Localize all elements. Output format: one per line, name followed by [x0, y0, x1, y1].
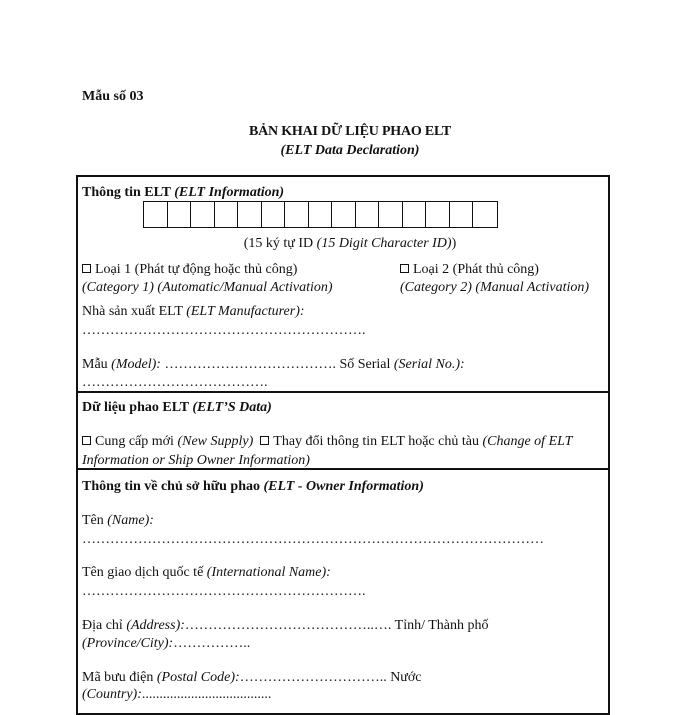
change-info-en-b: Information or Ship Owner Information) [82, 453, 310, 468]
elt-data-heading-vi: Dữ liệu phao ELT [82, 400, 193, 415]
name-vi: Tên [82, 513, 108, 528]
id-character-cell[interactable] [262, 202, 286, 227]
document-subtitle: (ELT Data Declaration) [280, 143, 420, 158]
category2-english: (Category 2) (Manual Activation) [400, 280, 590, 295]
postal-en: (Postal Code): [156, 670, 240, 685]
country-field[interactable]: ..................................... [141, 687, 272, 702]
model-en: (Model): [111, 357, 161, 372]
name-en: (Name): [107, 513, 154, 528]
country-vi: Nước [390, 670, 422, 685]
serial-en: (Serial No.): [393, 357, 465, 372]
elt-id-input-grid[interactable] [143, 201, 498, 228]
province-field[interactable]: …………….. [173, 636, 251, 651]
intl-name-vi: Tên giao dịch quốc tế [82, 565, 207, 580]
id-caption-close: ) [451, 236, 457, 251]
model-vi: Mẫu [82, 357, 112, 372]
postal-field[interactable]: ………………………….. [239, 670, 391, 685]
intl-name-en: (International Name): [206, 565, 331, 580]
province-en: (Province/City): [82, 636, 174, 651]
id-caption [0, 235, 700, 253]
elt-info-heading [82, 184, 284, 202]
id-character-cell[interactable] [238, 202, 262, 227]
province-line [82, 635, 250, 653]
elt-info-heading-vi: Thông tin ELT [82, 185, 175, 200]
manufacturer-label [82, 303, 305, 321]
category1-english: (Category 1) (Automatic/Manual Activation) [82, 280, 333, 295]
name-field[interactable]: ……………………………………………………………………………………… [82, 532, 544, 547]
owner-info-heading-vi: Thông tin về chủ sở hữu phao [82, 479, 264, 494]
change-info-en-a: (Change of ELT [482, 434, 573, 449]
postal-line [82, 669, 422, 687]
id-character-cell[interactable] [403, 202, 427, 227]
elt-data-heading [82, 399, 272, 417]
new-supply-vi: Cung cấp mới [95, 434, 178, 449]
form-number: Mẫu số 03 [82, 89, 144, 104]
address-field[interactable]: …………………………………..…. [184, 618, 392, 633]
category1-option[interactable] [82, 261, 297, 279]
id-character-cell[interactable] [144, 202, 168, 227]
country-line [82, 686, 271, 704]
id-caption-en: (15 Digit Character ID) [316, 236, 452, 251]
postal-vi: Mã bưu điện [82, 670, 157, 685]
category2-option[interactable] [400, 261, 539, 279]
manufacturer-field[interactable]: ……………………………………………………. [82, 323, 366, 338]
model-field[interactable]: ………………………………. [160, 357, 340, 372]
manufacturer-en: (ELT Manufacturer): [186, 304, 305, 319]
serial-field[interactable]: …………………………………. [82, 375, 268, 390]
category2-label: Loại 2 (Phát thủ công) [413, 262, 539, 277]
address-vi: Địa chỉ [82, 618, 127, 633]
category1-label: Loại 1 (Phát tự động hoặc thủ công) [95, 262, 298, 277]
id-character-cell[interactable] [332, 202, 356, 227]
address-line [82, 617, 489, 635]
model-serial-line [82, 356, 465, 374]
id-character-cell[interactable] [168, 202, 192, 227]
change-info-checkbox[interactable] [260, 436, 269, 445]
id-character-cell[interactable] [215, 202, 239, 227]
id-character-cell[interactable] [285, 202, 309, 227]
new-supply-checkbox[interactable] [82, 436, 91, 445]
category1-checkbox[interactable] [82, 264, 91, 273]
id-character-cell[interactable] [379, 202, 403, 227]
id-character-cell[interactable] [450, 202, 474, 227]
id-character-cell[interactable] [191, 202, 215, 227]
intl-name-label [82, 564, 331, 582]
serial-vi: Số Serial [339, 357, 394, 372]
id-character-cell[interactable] [426, 202, 450, 227]
country-en: (Country): [82, 687, 142, 702]
name-label [82, 512, 154, 530]
document-title: BẢN KHAI DỮ LIỆU PHAO ELT [248, 124, 452, 139]
intl-name-field[interactable]: ……………………………………………………. [82, 584, 366, 599]
owner-info-heading [82, 478, 424, 496]
new-supply-en: (New Supply) [177, 434, 254, 449]
supply-change-line [82, 433, 572, 451]
manufacturer-vi: Nhà sản xuất ELT [82, 304, 187, 319]
elt-info-heading-en: (ELT Information) [174, 185, 285, 200]
elt-data-heading-en: (ELT’S Data) [192, 400, 272, 415]
province-vi: Tỉnh/ Thành phố [391, 618, 489, 633]
owner-info-heading-en: (ELT - Owner Information) [263, 479, 424, 494]
id-character-cell[interactable] [473, 202, 497, 227]
category2-checkbox[interactable] [400, 264, 409, 273]
address-en: (Address): [126, 618, 185, 633]
id-character-cell[interactable] [356, 202, 380, 227]
change-info-vi: Thay đổi thông tin ELT hoặc chủ tàu [273, 434, 483, 449]
id-character-cell[interactable] [309, 202, 333, 227]
id-caption-vi: (15 ký tự ID [243, 236, 317, 251]
